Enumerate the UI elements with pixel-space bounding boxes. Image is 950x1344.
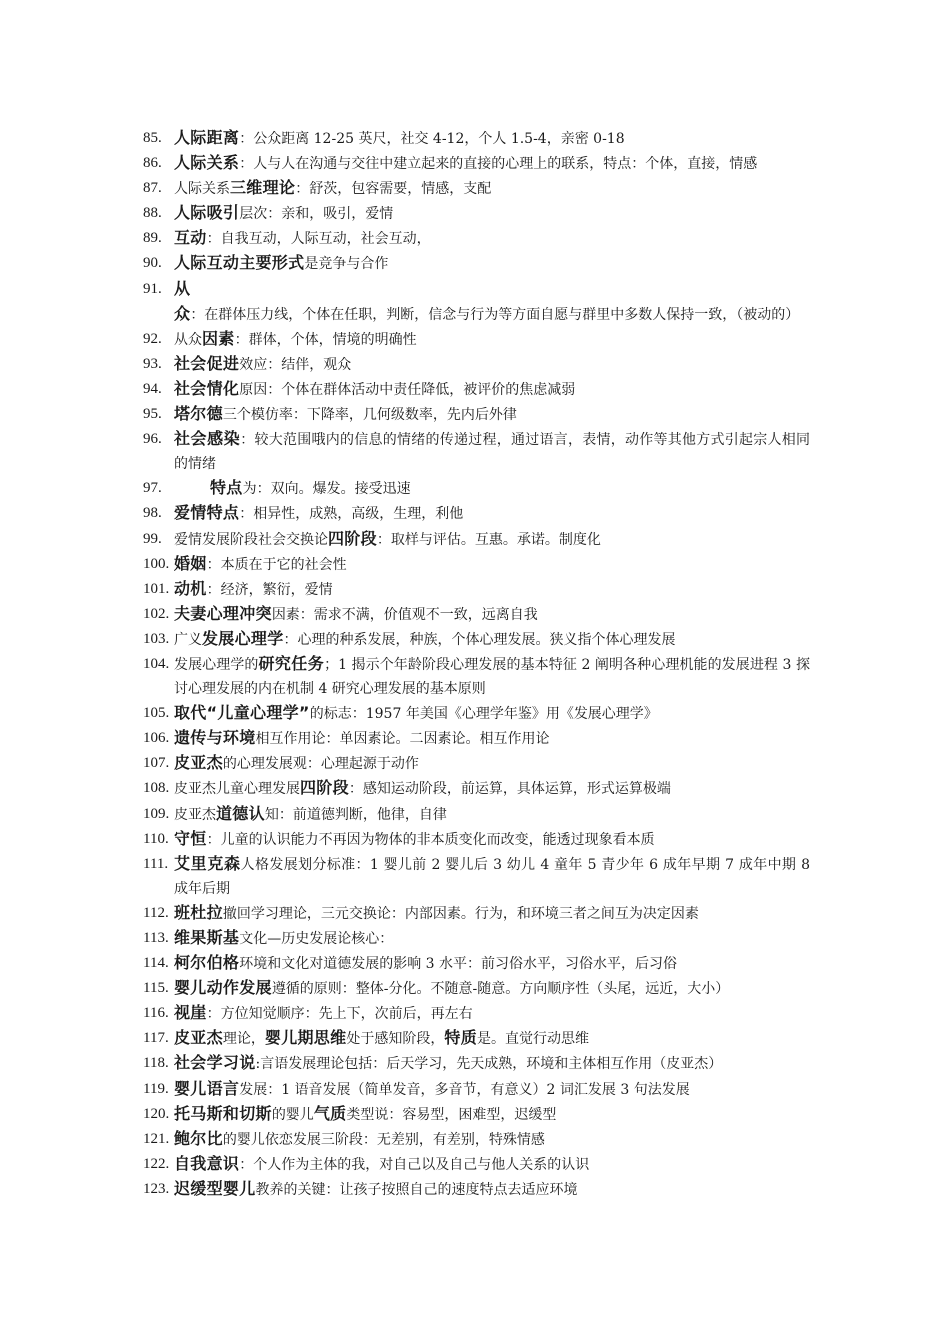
list-item-number: 109. [143, 805, 170, 822]
list-item-number: 91. [143, 280, 162, 297]
term-keyword: 研究任务 [258, 653, 325, 673]
list-item [0, 1026, 810, 1051]
list-item-number: 111. [143, 855, 169, 872]
list-item [0, 602, 810, 627]
term-keyword: 人际互动主要形式 [174, 253, 305, 273]
list-item-number: 106. [143, 730, 170, 747]
list-item-number: 118. [143, 1055, 169, 1072]
term-keyword: 取代“儿童心理学” [174, 703, 310, 723]
term-keyword: 守恒 [174, 828, 207, 848]
list-item [0, 527, 810, 552]
list-item [0, 951, 810, 976]
list-item [0, 751, 810, 776]
list-item-number: 94. [143, 380, 162, 397]
list-item [0, 176, 810, 201]
item-text: 撤回学习理论，三元交换论：内部因素。行为，和环境三者之间互为决定因素 [222, 905, 699, 922]
item-text: ：公众距离 12-25 英尺，社交 4-12，个人 1.5-4，亲密 0-18 [239, 131, 625, 147]
list-item-number: 89. [143, 230, 162, 247]
item-text: 层次：亲和，吸引，爱情 [239, 206, 394, 223]
term-keyword: 道德认 [216, 803, 265, 823]
item-text: 广义 [174, 631, 202, 648]
item-text: ：取样与评估。互惠。承诺。制度化 [376, 531, 601, 548]
term-keyword: 艾里克森 [174, 853, 241, 873]
item-text: ：经济，繁衍，爱情 [206, 581, 333, 598]
item-text: ：心理的种系发展，种族，个体心理发展。狭义指个体心理发展 [283, 631, 676, 648]
item-text: ：相异性，成熟，高级，生理，利他 [239, 506, 464, 523]
term-keyword: 婴儿期思维 [264, 1028, 347, 1048]
item-text: 人际关系 [174, 181, 230, 198]
item-text: 类型说：容易型，困难型，迟缓型 [346, 1106, 557, 1123]
item-text: 遵循的原则：整体-分化。不随意-随意。方向顺序性（头尾，远近，大小） [271, 981, 730, 998]
list-item [0, 976, 810, 1001]
item-text: 为：双向。爆发。接受迅速 [242, 481, 411, 498]
list-item [0, 327, 810, 352]
item-text: 知：前道德判断，他律，自律 [264, 806, 447, 823]
list-item [0, 1127, 810, 1152]
term-keyword: 动机 [174, 578, 207, 598]
term-keyword: 特点 [210, 478, 243, 498]
list-item-number: 95. [143, 406, 162, 423]
term-keyword: 托马斯和切斯 [174, 1103, 272, 1123]
term-keyword: 社会情化 [174, 378, 240, 398]
item-text: 处于感知阶段， [346, 1031, 445, 1048]
list-item [0, 577, 810, 602]
list-item-number: 116. [143, 1005, 169, 1022]
term-keyword: 维果斯基 [174, 928, 240, 947]
list-item [0, 701, 810, 726]
term-keyword: 互动 [174, 228, 207, 248]
term-keyword: 特质 [444, 1028, 478, 1048]
term-keyword: 皮亚杰 [174, 753, 223, 773]
list-item-number: 92. [143, 330, 162, 347]
list-item [0, 251, 810, 276]
item-text: 效应：结伴，观众 [239, 356, 352, 373]
list-item [0, 852, 810, 901]
list-item [0, 1152, 810, 1177]
term-keyword: 夫妻心理冲突 [174, 603, 272, 623]
item-text: 的心理发展观：心理起源于动作 [222, 756, 419, 773]
item-text: ：人与人在沟通与交往中建立起来的直接的心理上的联系，特点：个体，直接，情感 [239, 156, 758, 173]
term-keyword: 三维理论 [230, 178, 296, 198]
item-text: 发展：1 语音发展（简单发音，多音节，有意义）2 词汇发展 3 句法发展 [239, 1081, 690, 1098]
list-item-number: 104. [143, 655, 170, 672]
list-item-number: 108. [143, 780, 170, 797]
list-item [0, 776, 810, 801]
list-item-number: 86. [143, 155, 162, 172]
list-item-number: 90. [143, 255, 162, 272]
list-item [0, 802, 810, 827]
list-item-number: 110. [143, 830, 169, 847]
list-item [0, 1102, 810, 1127]
term-keyword: 班杜拉 [174, 902, 223, 922]
item-text: ：在群体压力线，个体在任职，判断，信念与行为等方面自愿与群里中多数人保持一致，（被动的） [190, 306, 800, 323]
item-text: 是竞争与合作 [304, 256, 389, 273]
term-keyword: 自我意识 [174, 1153, 240, 1173]
list-item [0, 226, 810, 251]
term-keyword: 皮亚杰 [174, 1028, 223, 1048]
item-text: 因素：需求不满，价值观不一致，远离自我 [271, 606, 538, 623]
item-text: 相互作用论：单因素论。二因素论。相互作用论 [255, 731, 550, 748]
term-keyword: 迟缓型婴儿 [174, 1178, 256, 1198]
item-text: 从众 [174, 331, 202, 348]
list-item-number: 101. [143, 580, 170, 597]
item-text: 环境和文化对道德发展的影响 3 水平：前习俗水平，习俗水平，后习俗 [239, 956, 678, 973]
term-keyword: 柯尔伯格 [174, 953, 240, 973]
item-text: ：本质在于它的社会性 [206, 556, 347, 573]
list-item [0, 476, 810, 501]
numbered-list [0, 126, 950, 1202]
list-item [0, 277, 810, 327]
list-item [0, 427, 810, 476]
list-item [0, 352, 810, 377]
term-keyword: 发展心理学 [202, 628, 284, 648]
item-text: ：舒茨，包容需要，情感，支配 [295, 181, 492, 198]
item-text: ：自我互动，人际互动，社会互动， [206, 231, 431, 248]
list-item-number: 97. [143, 480, 162, 497]
term-keyword: 社会学习说 [174, 1053, 256, 1073]
list-item [0, 151, 810, 176]
term-keyword: 四阶段 [300, 778, 349, 798]
item-text: 的婴儿依恋发展三阶段：无差别，有差别，特殊情感 [222, 1131, 545, 1148]
item-text: ；1 揭示个年龄阶段心理发展的基本特征 2 阐明各种心理机能的发展进程 3 探讨心理发展的内在机制 4 研究心理发展的基本原则 [174, 656, 810, 698]
item-text: ：方位知觉顺序：先上下，次前后，再左右 [206, 1006, 473, 1023]
list-item-number: 107. [143, 755, 170, 772]
item-text: 发展心理学的 [174, 656, 259, 673]
list-item [0, 1001, 810, 1026]
item-text: 三个模仿率：下降率，几何级数率，先内后外律 [222, 407, 517, 424]
item-text: 理论， [222, 1031, 265, 1048]
term-keyword: 鲍尔比 [174, 1128, 223, 1148]
list-item-number: 93. [143, 355, 162, 372]
term-keyword: 人际吸引 [174, 203, 240, 223]
list-item-number: 102. [143, 605, 170, 622]
item-text: ：感知运动阶段，前运算，具体运算，形式运算极端 [348, 781, 671, 798]
list-item-number: 123. [143, 1180, 170, 1197]
item-text: 皮亚杰 [174, 806, 216, 823]
item-text: 文化—历史发展论核心： [239, 931, 394, 947]
item-text: ：个人作为主体的我，对自己以及自己与他人关系的认识 [239, 1156, 590, 1173]
list-item-number: 119. [143, 1080, 169, 1097]
list-item-number: 87. [143, 180, 162, 197]
list-item [0, 901, 810, 926]
term-keyword: 社会感染 [174, 429, 241, 449]
item-text: 人格发展划分标准：1 婴儿前 2 婴儿后 3 幼儿 4 童年 5 青少年 6 成年早期 7 成年中期 8 成年后期 [174, 856, 810, 897]
list-item-number: 114. [143, 955, 169, 972]
list-item-number: 115. [143, 980, 169, 997]
list-item [0, 552, 810, 577]
list-item-number: 88. [143, 205, 162, 222]
item-text: 皮亚杰儿童心理发展 [174, 781, 300, 798]
list-item-number: 96. [143, 431, 162, 448]
list-item [0, 726, 810, 751]
list-item [0, 1051, 810, 1076]
list-item-number: 99. [143, 530, 162, 547]
list-item-number: 100. [143, 555, 170, 572]
term-keyword: 人际距离 [174, 128, 240, 147]
list-item [0, 1077, 810, 1102]
item-text: ：群体，个体，情境的明确性 [234, 331, 417, 348]
list-item [0, 926, 810, 951]
item-text: 爱情发展阶段社会交换论 [174, 531, 328, 548]
list-item [0, 126, 810, 151]
item-text: ：较大范围哦内的信息的情绪的传递过程，通过语言，表情，动作等其他方式引起宗人相同的情绪 [174, 432, 811, 473]
term-keyword: 从众 [174, 278, 191, 323]
item-text: 的标志：1957 年美国《心理学年鉴》用《发展心理学》 [309, 706, 658, 723]
list-item-number: 105. [143, 705, 170, 722]
list-item-number: 122. [143, 1155, 170, 1172]
list-item-number: 85. [143, 130, 162, 146]
list-item-number: 112. [143, 904, 169, 921]
item-text: 是。直觉行动思维 [477, 1031, 590, 1048]
term-keyword: 爱情特点 [174, 503, 240, 523]
list-item [0, 201, 810, 226]
list-item-number: 113. [143, 930, 169, 946]
term-keyword: 塔尔德 [174, 404, 223, 424]
list-item [0, 501, 810, 526]
list-item-number: 121. [143, 1130, 170, 1147]
list-item [0, 652, 810, 701]
list-item-number: 103. [143, 630, 170, 647]
list-item [0, 1177, 810, 1202]
term-keyword: 婴儿动作发展 [174, 978, 272, 998]
term-keyword: 婴儿语言 [174, 1078, 240, 1098]
term-keyword: 视崖 [174, 1003, 207, 1023]
term-keyword: 婚姻 [174, 553, 207, 573]
list-item [0, 627, 810, 652]
item-text: ：儿童的认识能力不再因为物体的非本质变化而改变，能透过现象看本质 [206, 831, 655, 848]
item-text: 教养的关键：让孩子按照自己的速度特点去适应环境 [255, 1181, 578, 1198]
term-keyword: 因素 [202, 328, 235, 348]
list-item-number: 117. [143, 1030, 169, 1047]
term-keyword: 人际关系 [174, 153, 240, 173]
item-text: 的婴儿 [271, 1106, 314, 1123]
list-item [0, 402, 810, 427]
list-item-number: 120. [143, 1105, 170, 1122]
item-text: :言语发展理论包括：后天学习，先天成熟，环境和主体相互作用（皮亚杰） [255, 1056, 723, 1073]
term-keyword: 社会促进 [174, 353, 240, 373]
term-keyword: 气质 [313, 1103, 347, 1123]
list-item [0, 827, 810, 852]
item-text: 原因：个体在群体活动中责任降低，被评价的焦虑减弱 [239, 381, 576, 398]
list-item-number: 98. [143, 505, 162, 522]
term-keyword: 四阶段 [328, 528, 377, 548]
term-keyword: 遗传与环境 [174, 728, 256, 748]
list-item [0, 377, 810, 402]
